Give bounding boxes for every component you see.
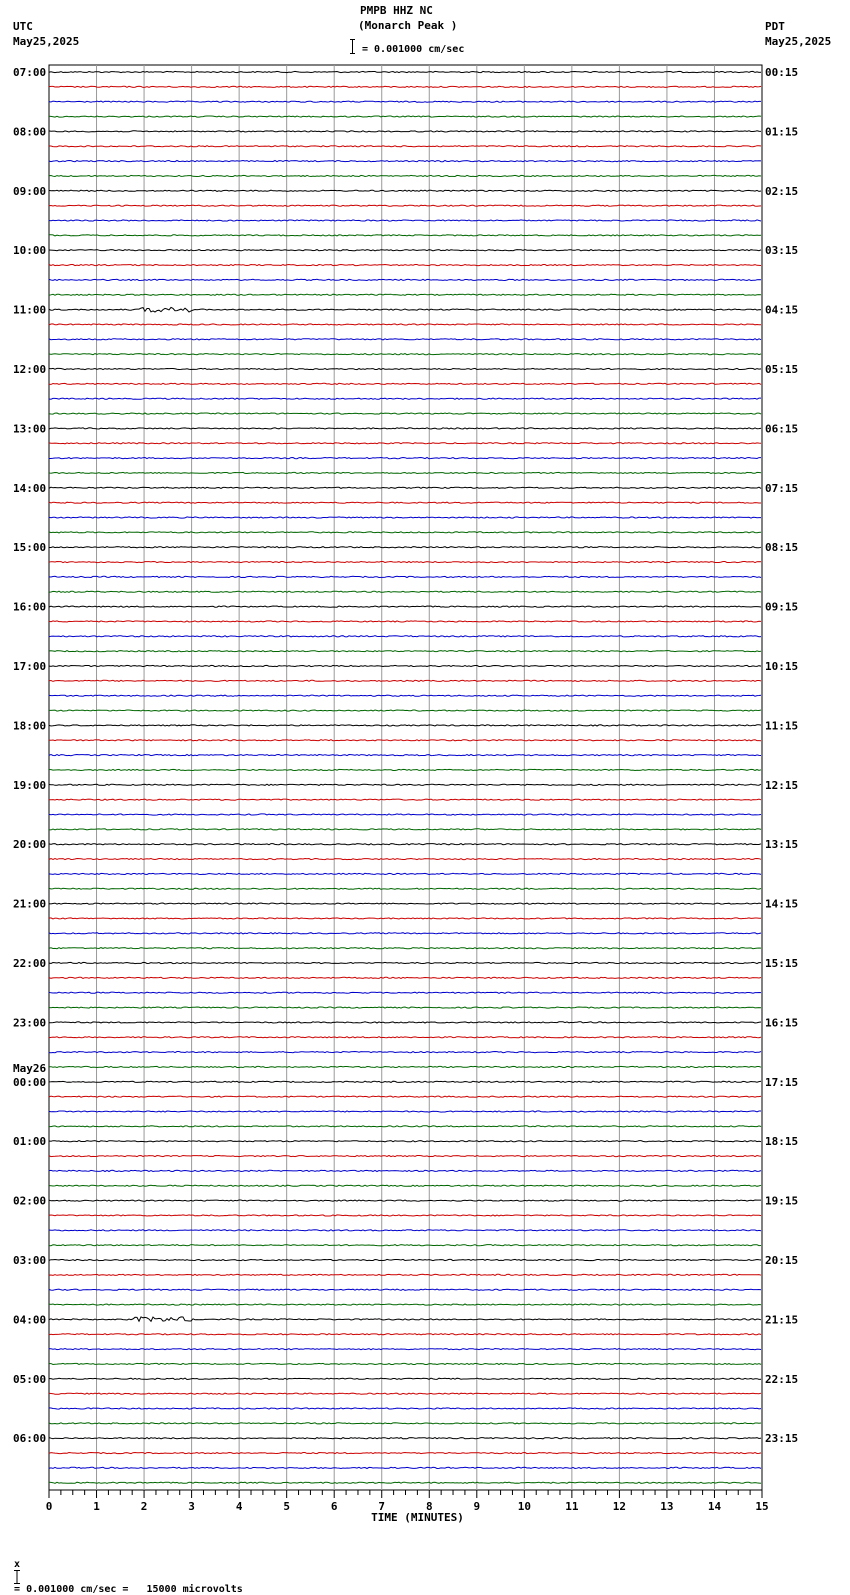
- trace-row: [49, 472, 761, 473]
- pdt-hour-label: 06:15: [765, 422, 799, 436]
- utc-hour-label: 00:00: [13, 1075, 47, 1089]
- pdt-hour-label: 15:15: [765, 957, 799, 970]
- trace-row: [49, 190, 761, 191]
- trace-row: [49, 86, 761, 87]
- pdt-hour-label: 00:15: [765, 66, 799, 79]
- pdt-hour-label: 17:15: [765, 1075, 799, 1089]
- utc-hour-label: 16:00: [13, 600, 47, 614]
- utc-hour-label: 19:00: [13, 778, 47, 792]
- trace-row: [49, 532, 761, 533]
- utc-hour-label: 10:00: [13, 244, 47, 258]
- x-tick-label: 6: [330, 1500, 338, 1513]
- trace-row: [49, 903, 761, 904]
- trace-row: [49, 1259, 761, 1260]
- trace-row: [49, 1185, 761, 1186]
- x-tick-label: 4: [235, 1500, 243, 1513]
- trace-row: [49, 948, 761, 949]
- pdt-hour-label: 09:15: [765, 600, 799, 614]
- x-tick-label: 13: [660, 1500, 674, 1513]
- utc-hour-label: 04:00: [13, 1313, 47, 1327]
- trace-row: [49, 740, 761, 741]
- trace-row: [49, 888, 761, 889]
- trace-row: [49, 458, 761, 459]
- utc-hour-label: 03:00: [13, 1254, 47, 1267]
- trace-row: [49, 636, 761, 637]
- utc-hour-label: 21:00: [13, 897, 47, 911]
- x-tick-label: 9: [473, 1500, 481, 1513]
- pdt-hour-label: 11:15: [765, 719, 799, 733]
- trace-row: [49, 769, 761, 770]
- pdt-hour-label: 19:15: [765, 1194, 799, 1208]
- trace-row: [49, 1453, 761, 1454]
- trace-row: [49, 1334, 761, 1335]
- station-title: PMPB HHZ NC: [360, 4, 433, 17]
- footer-scale-note: [2, 1548, 243, 1595]
- x-tick-label: 5: [283, 1500, 290, 1513]
- trace-row: [49, 680, 761, 681]
- pdt-hour-label: 07:15: [765, 481, 799, 495]
- trace-row: [49, 487, 761, 488]
- trace-row: [49, 265, 761, 266]
- utc-hour-label: 22:00: [13, 957, 47, 970]
- trace-row: [49, 1467, 761, 1468]
- x-tick-label: 3: [188, 1500, 195, 1513]
- trace-row: [49, 1200, 761, 1201]
- utc-hour-label: 12:00: [13, 363, 47, 376]
- trace-row: [49, 1363, 761, 1364]
- utc-hour-label: 01:00: [13, 1135, 47, 1149]
- footer-scale-bar-icon: [14, 1570, 20, 1584]
- utc-hour-label: 13:00: [13, 422, 47, 436]
- pdt-hour-label: 21:15: [765, 1313, 799, 1327]
- trace-row: [49, 502, 761, 503]
- pdt-hour-label: 12:15: [765, 778, 799, 792]
- trace-row: [49, 250, 761, 251]
- pdt-hour-label: 01:15: [765, 125, 799, 139]
- left-timezone: UTC: [13, 20, 33, 33]
- trace-row: [49, 1482, 761, 1483]
- trace-row: [49, 562, 761, 563]
- trace-row: [49, 205, 761, 206]
- trace-row: [49, 1215, 761, 1216]
- trace-row: [49, 383, 761, 384]
- pdt-hour-label: 03:15: [765, 244, 799, 258]
- utc-hour-label: 20:00: [13, 838, 47, 852]
- pdt-hour-label: 22:15: [765, 1372, 799, 1386]
- footer-arrow-icon: x: [14, 1559, 21, 1570]
- trace-row: [49, 799, 761, 800]
- trace-row: [49, 324, 761, 325]
- trace-row: [49, 1438, 761, 1439]
- x-tick-label: 14: [707, 1500, 722, 1513]
- trace-row: [49, 71, 761, 72]
- trace-row: [49, 591, 761, 592]
- trace-row: [49, 354, 761, 355]
- utc-hour-label: 08:00: [13, 125, 47, 139]
- trace-row: [49, 859, 761, 860]
- trace-row: [49, 161, 761, 162]
- day-change-label: May26: [13, 1061, 47, 1075]
- trace-row: [49, 755, 761, 756]
- trace-row: [49, 443, 761, 444]
- trace-row: [49, 1304, 761, 1305]
- trace-row: [49, 1096, 761, 1097]
- pdt-hour-label: 16:15: [765, 1016, 799, 1030]
- trace-row: [49, 1408, 761, 1409]
- utc-hour-label: 18:00: [13, 719, 47, 733]
- x-tick-label: 1: [93, 1500, 100, 1513]
- pdt-hour-label: 14:15: [765, 897, 799, 911]
- trace-row: [49, 1378, 761, 1379]
- site-title: (Monarch Peak ): [358, 19, 458, 32]
- utc-hour-label: 17:00: [13, 660, 47, 673]
- utc-hour-label: 07:00: [13, 66, 47, 79]
- trace-row: [49, 398, 761, 399]
- trace-row: [49, 413, 761, 414]
- x-tick-label: 0: [45, 1500, 53, 1513]
- trace-row: [49, 1170, 761, 1171]
- trace-row: [49, 1317, 761, 1321]
- trace-row: [49, 1230, 761, 1231]
- trace-row: [49, 1081, 761, 1082]
- trace-row: [49, 339, 761, 340]
- pdt-hour-label: 02:15: [765, 184, 799, 198]
- trace-row: [49, 235, 761, 236]
- trace-row: [49, 1349, 761, 1350]
- scale-label: = 0.001000 cm/sec: [362, 44, 465, 55]
- utc-hour-label: 23:00: [13, 1016, 47, 1030]
- trace-row: [49, 101, 761, 102]
- trace-row: [49, 1037, 761, 1038]
- utc-hour-label: 15:00: [13, 541, 47, 555]
- pdt-hour-label: 18:15: [765, 1135, 799, 1149]
- trace-row: [49, 814, 761, 815]
- x-tick-label: 10: [517, 1500, 531, 1513]
- utc-hour-label: 05:00: [13, 1372, 47, 1386]
- trace-row: [49, 175, 761, 176]
- trace-row: [49, 1126, 761, 1127]
- utc-hour-label: 02:00: [13, 1194, 47, 1208]
- footer-scale-text: = 0.001000 cm/sec = 15000 microvolts: [14, 1584, 243, 1595]
- trace-row: [49, 131, 761, 132]
- x-tick-label: 8: [425, 1500, 433, 1513]
- utc-hour-label: 09:00: [13, 184, 47, 198]
- trace-row: [49, 962, 761, 963]
- pdt-hour-label: 10:15: [765, 660, 799, 673]
- x-tick-label: 15: [755, 1500, 769, 1513]
- trace-row: [49, 307, 761, 312]
- right-timezone: PDT: [765, 20, 785, 33]
- trace-row: [49, 918, 761, 919]
- trace-row: [49, 1274, 761, 1275]
- trace-row: [49, 829, 761, 830]
- pdt-hour-label: 04:15: [765, 303, 799, 317]
- utc-hour-label: 14:00: [13, 481, 47, 495]
- trace-row: [49, 1052, 761, 1053]
- pdt-hour-label: 13:15: [765, 838, 799, 852]
- trace-row: [49, 1066, 761, 1067]
- trace-row: [49, 368, 761, 369]
- trace-row: [49, 517, 761, 518]
- trace-row: [49, 1111, 761, 1112]
- trace-row: [49, 992, 761, 993]
- trace-row: [49, 1423, 761, 1424]
- utc-hour-label: 06:00: [13, 1432, 47, 1446]
- trace-row: [49, 146, 761, 147]
- left-date: May25,2025: [13, 35, 80, 48]
- pdt-hour-label: 05:15: [765, 363, 799, 376]
- pdt-hour-label: 08:15: [765, 541, 799, 555]
- trace-row: [49, 621, 761, 622]
- right-date: May25,2025: [765, 35, 832, 48]
- trace-row: [49, 933, 761, 934]
- trace-row: [49, 651, 761, 652]
- trace-row: [49, 547, 761, 548]
- x-axis-label: TIME (MINUTES): [371, 1511, 464, 1524]
- trace-row: [49, 1022, 761, 1023]
- trace-row: [49, 873, 761, 874]
- x-tick-label: 2: [140, 1500, 148, 1513]
- trace-row: [49, 1393, 761, 1394]
- trace-row: [49, 1289, 761, 1290]
- trace-row: [49, 1141, 761, 1142]
- x-tick-label: 7: [378, 1500, 386, 1513]
- pdt-hour-label: 23:15: [765, 1432, 799, 1446]
- trace-row: [49, 1156, 761, 1157]
- x-tick-label: 11: [565, 1500, 579, 1513]
- trace-row: [49, 1245, 761, 1246]
- trace-row: [49, 294, 761, 295]
- trace-row: [49, 220, 761, 221]
- trace-row: [49, 725, 761, 726]
- trace-row: [49, 606, 761, 607]
- plot-frame: [49, 65, 762, 1490]
- trace-row: [49, 710, 761, 711]
- trace-row: [49, 428, 761, 429]
- utc-hour-label: 11:00: [13, 303, 47, 317]
- trace-row: [49, 784, 761, 785]
- trace-row: [49, 1007, 761, 1008]
- pdt-hour-label: 20:15: [765, 1254, 799, 1267]
- x-tick-label: 12: [612, 1500, 627, 1513]
- trace-row: [49, 844, 761, 845]
- trace-row: [49, 695, 761, 696]
- trace-row: [49, 665, 761, 666]
- trace-row: [49, 576, 761, 577]
- trace-row: [49, 977, 761, 978]
- trace-row: [49, 116, 761, 117]
- trace-row: [49, 279, 761, 280]
